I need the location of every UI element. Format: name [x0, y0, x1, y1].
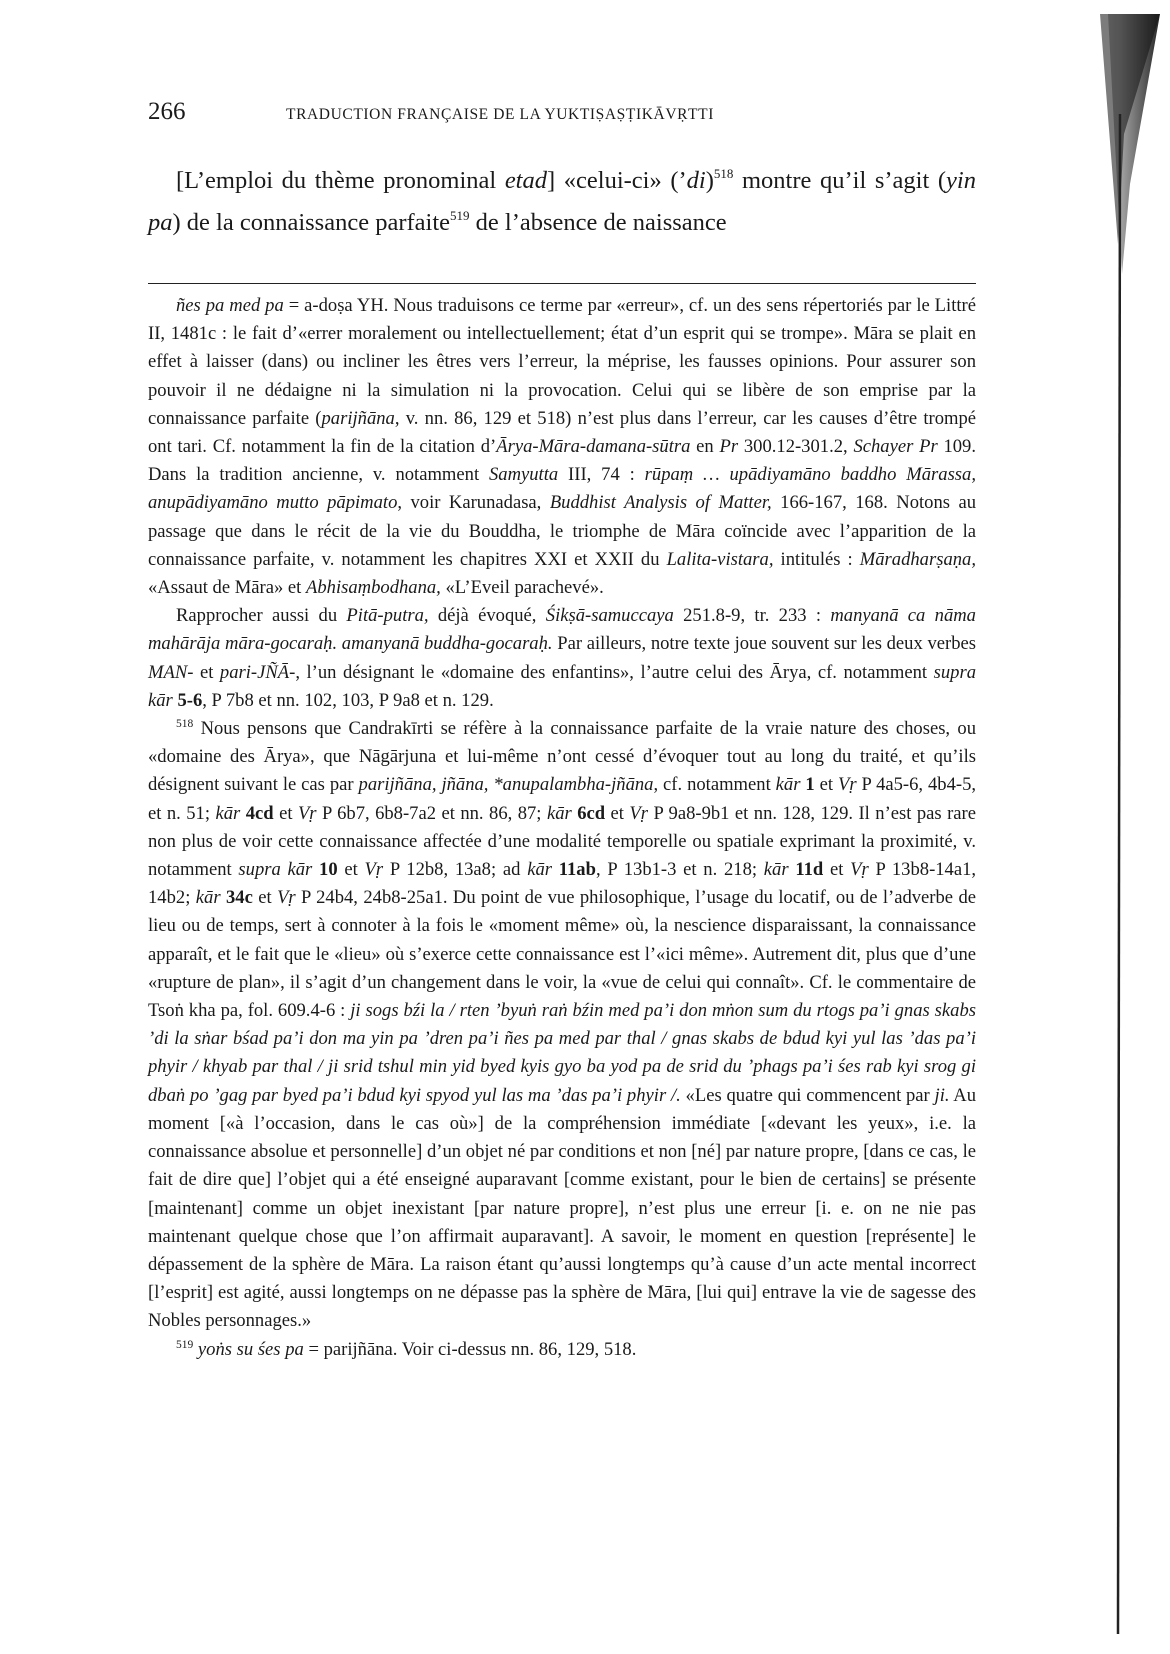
text-run: «L’Eveil parachevé».: [440, 577, 604, 599]
text-run: 11ab: [558, 859, 596, 881]
text-run: 166-167, 168. Notons au passage que dans le récit de la vie du Bouddha, le triomphe de Māra coïncide avec l’apparition de la connaissance parfaite, v. notamment les chapitres XXI et XXII du: [148, 492, 977, 570]
text-run: kār: [215, 802, 241, 824]
text-run: , P 13b1-3 et n. 218;: [595, 859, 764, 881]
text-run: et: [605, 802, 630, 824]
footnote-517-second-paragraph: [148, 602, 976, 715]
text-run: yoṅs su śes pa: [197, 1338, 304, 1360]
text-run: 300.12-301.2,: [738, 436, 854, 458]
text-run: III, 74 :: [558, 464, 645, 486]
text-run: pari-JÑĀ-: [219, 661, 296, 683]
text-run: et: [193, 661, 220, 683]
footnote-ref-519: 519: [450, 208, 470, 223]
text-run: 11d: [795, 859, 824, 881]
text-run: 109. Dans la tradition ancienne, v. notamment: [148, 436, 976, 486]
text-run: parijñāna: [321, 407, 395, 429]
text-run: MAN-: [148, 661, 194, 683]
text-run: Samyutta: [488, 464, 559, 486]
text-run: ñes pa med pa: [176, 295, 284, 316]
text-run: Vṛ: [629, 802, 648, 824]
footnote-ref-518: 518: [713, 166, 734, 181]
text-run: et: [337, 859, 365, 881]
text-run: ji sogs bźi la / rten ’byuṅ raṅ bźin med pa’i don mṅon sum du rtogs pa’i gnas skabs ’di la sṅar bśad pa’i don ma yin pa ’dren pa’i ñes pa med par thal / gnas skabs de bdud kyi yul las ’das pa’i phyir / khyab par thal / ji srid tshul min yid byed kyis gyo ba yod pa de srid du ’phags pa’i śes rab kyi srog gi dbaṅ po ’gag par byed pa’i bdud kyi spyod yul las ma ’das pa’i phyir /.: [148, 1000, 976, 1106]
text-run: en: [690, 436, 720, 458]
text-run: 10: [319, 859, 338, 881]
text-run: manyanā ca nāma mahārāja māra-gocaraḥ. amanyanā buddha-gocaraḥ.: [148, 605, 976, 655]
footnote-518: [148, 715, 976, 1335]
text-run: parijñāna, jñāna, *anupalambha-jñāna: [358, 774, 654, 796]
text-run: , l’un désignant le «domaine des enfantins», l’autre celui des Ārya, cf. notamment: [295, 661, 934, 683]
text-run: , v. nn. 86, 129 et 518) n’est plus dans l’erreur, car les causes d’être trompé ont tari. Cf. notamment la fin de la citation d’: [148, 407, 977, 458]
main-text-paragraph: [L’emploi du thème pronominal etad] «celui-ci» (’di)$^{518}$ montre qu’il s’agit (yin pa) de la connaissance parfaite$^{519}$ de l’absence de naissance: [148, 166, 976, 236]
running-title: TRADUCTION FRANÇAISE DE LA YUKTIṢAṢṬIKĀVṚTTI: [286, 106, 714, 123]
text-run: Pr: [719, 436, 739, 458]
text-run: P 6b7, 6b8-7a2 et nn. 86, 87;: [316, 802, 547, 824]
text-run: Buddhist Analysis of Matter,: [549, 492, 772, 514]
text-run: et: [823, 859, 851, 881]
text-run: kār: [775, 774, 801, 796]
text-run: 251.8-9, tr. 233 :: [673, 605, 831, 627]
text-run: Rapprocher aussi du: [176, 605, 347, 627]
text-run: kār: [763, 859, 789, 881]
text-run: Au moment [«à l’occasion, dans le cas où»] de la compréhension immédiate [«devant les yeux», i.e. la connaissance absolue et personnelle] d’un objet né par conditions et non [né] par nature propre, [dans ce cas, le fait de dire que] l’objet qui a été enseigné auparavant [comme existant, pour le bien de certains] se présente [maintenant] comme un objet inexistant [par nature propre], n’est plus une erreur [i. e. on ne nie pas maintenant quelque chose que l’on affirmait auparavant]. A savoir, le moment en question [représente] le dépassement de la sphère de Māra. La raison étant qu’aussi longtemps qu’à cause d’un acte mental incorrect [l’esprit] est agité, aussi longtemps on ne dépasse pas la sphère de Māra, [lui qui] entrave la vie de sagesse des Nobles personnages.»: [148, 1084, 976, 1332]
text-run: , voir Karunadasa,: [397, 492, 550, 514]
text-run: supra kār: [238, 859, 313, 881]
footnotes: [148, 292, 976, 1364]
text-run: 4cd: [245, 802, 274, 824]
text-run: P 12b8, 13a8; ad: [383, 859, 528, 881]
text-run: Vṛ: [837, 774, 857, 796]
text-run: Vṛ: [364, 859, 384, 881]
text-run: Vṛ: [277, 887, 296, 909]
text-run: Pitā-putra,: [346, 605, 429, 627]
text-run: = a-doṣa YH. Nous traduisons ce terme par «erreur», cf. un des sens répertoriés par le Littré II, 1481c : le fait d’«errer moralement ou intellectuellement; état d’un esprit qui se trompe». Māra se plait en effet à laisser (dans) ou incliner les êtres vers l’erreur, la méprise, les fausses opinions. Pour assurer son pouvoir il ne dédaigne ni la simulation ni la provocation. Celui qui se libère de son emprise par la connaissance parfaite (: [148, 295, 976, 429]
text-run: Śikṣā-samuccaya: [545, 605, 674, 627]
text-run: Vṛ: [850, 859, 869, 881]
footnote-519: [148, 1336, 976, 1364]
text-run: et: [814, 774, 838, 796]
page-number: 266: [148, 98, 186, 125]
footnote-number: 519: [176, 1338, 194, 1351]
text-run: ji.: [934, 1084, 950, 1106]
text-run: kār: [546, 802, 572, 824]
text-run: 5-6: [177, 689, 203, 711]
text-run: «Assaut de Māra» et: [148, 577, 307, 599]
text-run: kār: [195, 887, 221, 909]
text-run: Lalita-vistara,: [666, 548, 774, 570]
text-run: Schayer Pr: [853, 436, 938, 458]
text-run: P 24b4, 24b8-25a1. Du point de vue philosophique, l’usage du locatif, ou de l’adverbe de lieu ou de temps, sert à connoter à la fois le «moment même» où, la nescience disparaissant, la connaissance apparaît, et le fait que le «lieu» où s’exerce cette connaissance est l’«ici même». Autrement dit, plus que d’une «rupture de plan», il s’agit d’un changement dans le voir, la «vue de celui qui connaît». Cf. le commentaire de Tsoṅ kha pa, fol. 609.4-6 :: [148, 887, 977, 1022]
text-run: Par ailleurs, notre texte joue souvent sur les deux verbes: [552, 633, 977, 655]
text-run: et: [273, 802, 298, 824]
text-run: déjà évoqué,: [428, 605, 546, 627]
text-run: Vṛ: [297, 802, 317, 824]
text-run: , P 7b8 et nn. 102, 103, P 9a8 et n. 129.: [202, 689, 494, 711]
text-run: Nous pensons que Candrakīrti se réfère à la connaissance parfaite de la vraie nature des choses, ou «domaine des Ārya», que Nāgārjuna et lui-même n’ont cessé d’évoquer tout au long du traité, et qu’ils désignent suivant le cas par: [148, 718, 976, 796]
text-run: P 9a8-9b1 et nn. 128, 129. Il n’est pas rare non plus de voir cette connaissance affectée d’une modalité temporelle ou spatiale exprimant la proximité, v. notamment: [148, 802, 976, 881]
text-run: = parijñāna. Voir ci-dessus nn. 86, 129, 518.: [303, 1338, 637, 1360]
page-header: [148, 98, 978, 132]
text-run: , cf. notamment: [653, 774, 776, 796]
text-run: P 4a5-6, 4b4-5, et n. 51;: [148, 774, 977, 824]
text-run: [552, 859, 559, 880]
text-run: rūpaṃ … upādiyamāno baddho Mārassa, anupādiyamāno mutto pāpimato: [148, 464, 976, 514]
text-run: 34c: [225, 887, 253, 909]
footnote-number: 518: [176, 718, 194, 731]
text-run: Abhisaṃbodhana,: [306, 577, 441, 599]
footnote-separator: [148, 283, 976, 284]
text-run: Ārya-Māra-damana-sūtra: [496, 436, 691, 458]
text-run: 1: [805, 774, 815, 796]
text-run: «Les quatre qui commencent par: [680, 1084, 935, 1106]
text-run: et: [252, 887, 278, 909]
text-run: intitulés :: [773, 548, 860, 570]
text-run: P 13b8-14a1, 14b2;: [148, 859, 977, 909]
text-run: 6cd: [577, 802, 606, 824]
text-run: supra kār: [148, 661, 976, 711]
scan-edge-shadow: [1060, 14, 1160, 1644]
text-run: Māradharṣaṇa,: [859, 548, 976, 570]
text-run: kār: [527, 859, 552, 881]
footnote-517-continuation: [148, 292, 976, 602]
